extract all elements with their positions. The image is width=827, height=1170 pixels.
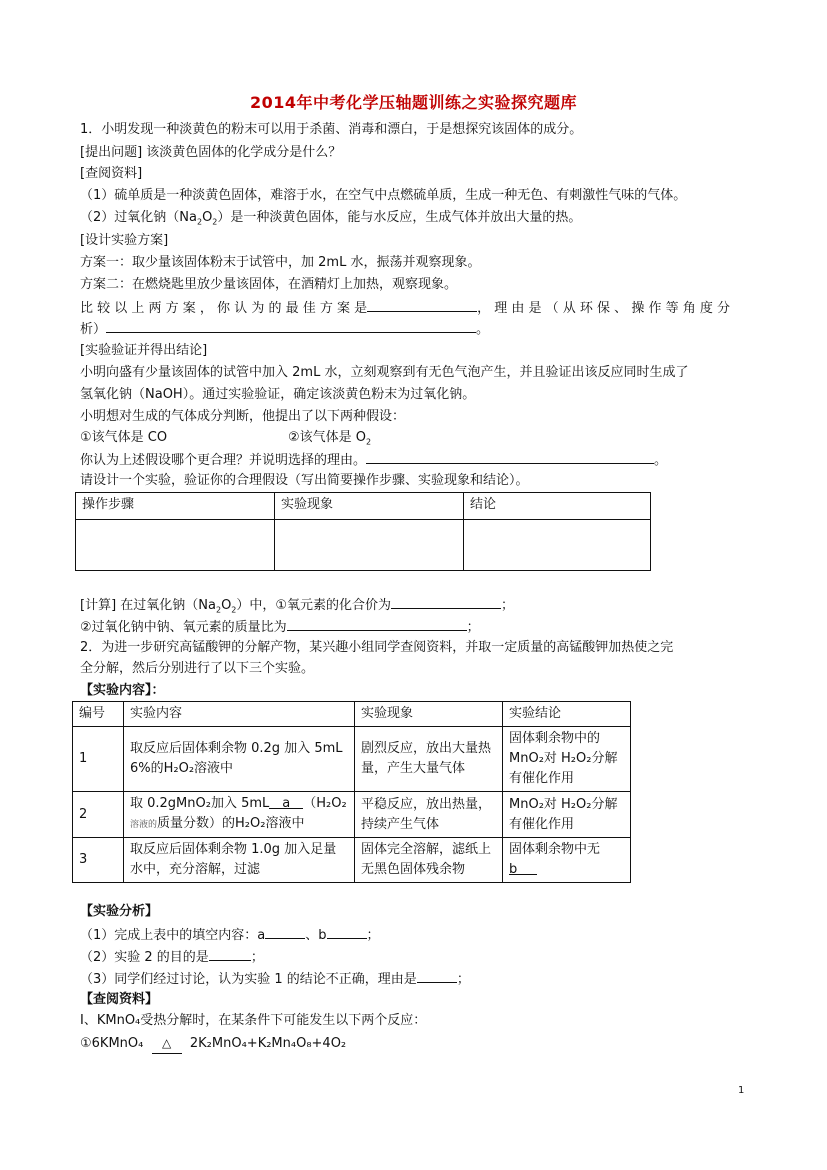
q1-ref2: （2）过氧化钠$(Na_2O_2)$是一种淡黄色固体，能与水反应，生成气体并放出大量的热。 [80, 210, 582, 227]
row-content: 取反应后固体剩余物 0.2g 加入 5mL 6%的H₂O₂溶液中 [124, 727, 355, 792]
q1-compare: 比 较 以 上 两 方 案 ， 你 认 为 的 最 佳 方 案 是 ， 理 由 是 （ 从 环 保 、 操 作 等 角 度 分 [80, 297, 730, 319]
table-header: 实验结论 [503, 702, 631, 727]
q2-intro2: 全分解，然后分别进行了以下三个实验。 [80, 661, 315, 676]
table-header: 实验现象 [355, 702, 503, 727]
q1-plan1: 方案一：取少量该固体粉末于试管中，加 2mL 水，振荡并观察现象。 [80, 255, 481, 270]
heat-triangle-icon: △ [152, 1033, 182, 1054]
answer-blank[interactable] [287, 616, 467, 631]
table-header: 实验内容 [124, 702, 355, 727]
q1-ref1: （1）硫单质是一种淡黄色固体，难溶于水，在空气中点燃硫单质，生成一种无色、有刺激性气味的气体。 [80, 188, 687, 203]
q1-calc1: [计算] 在过氧化钠$(Na_2O_2)$中，①氧元素的化合价为 ； [80, 594, 514, 621]
q1-verify2: 氢氧化钠（NaOH）。通过实验验证，确定该淡黄色粉末为过氧化钠。 [80, 387, 476, 402]
answer-blank-b[interactable]: b [509, 860, 537, 875]
row-content: 取 0.2gMnO₂加入 5mL a （H₂O₂ 溶液的质量分数）的H₂O₂溶液中 [124, 792, 355, 838]
answer-blank[interactable] [209, 946, 251, 961]
answer-blank[interactable] [106, 318, 476, 333]
q2-ref-head: 【查阅资料】 [80, 992, 159, 1007]
answer-blank[interactable] [265, 924, 305, 939]
row-number: 3 [73, 838, 124, 883]
q2-content-head: 【实验内容】： [80, 683, 165, 698]
q2-equation: ①6KMnO₄ △ 2K₂MnO₄+K₂Mn₄O₈+4O₂ [80, 1033, 346, 1054]
table-header: 编号 [73, 702, 124, 727]
answer-blank[interactable] [366, 449, 654, 464]
answer-cell[interactable] [76, 520, 275, 571]
answer-blank[interactable] [417, 968, 457, 983]
q2-analysis-head: 【实验分析】 [80, 904, 159, 919]
answer-blank[interactable] [327, 924, 367, 939]
q1-question: [提出问题] 该淡黄色固体的化学成分是什么？ [80, 145, 342, 160]
row-phenomenon: 平稳反应，放出热量，持续产生气体 [355, 792, 503, 838]
table-row [73, 727, 631, 792]
q1-design-q: 请设计一个实验，验证你的合理假设（写出简要操作步骤、实验现象和结论）。 [80, 473, 529, 488]
q1-calc2: ②过氧化钠中钠、氧元素的质量比为 ； [80, 616, 480, 638]
q1-ref-head: [查阅资料] [80, 166, 143, 181]
page-number: 1 [738, 1085, 745, 1096]
table-header: 结论 [464, 493, 651, 520]
table-header: 操作步骤 [76, 493, 275, 520]
q1-experiment-table [75, 492, 651, 571]
q2-a3: （3）同学们经过讨论，认为实验 1 的结论不正确，理由是 ； [80, 968, 470, 990]
q2-experiment-table [72, 701, 631, 883]
row-number: 1 [73, 727, 124, 792]
q1-hyp-intro: 小明想对生成的气体成分判断，他提出了以下两种假设： [80, 409, 406, 424]
q1-compare-cont: 析） 。 [80, 318, 489, 340]
q1-verify1: 小明向盛有少量该固体的试管中加入 2mL 水，立刻观察到有无色气泡产生，并且验证出该反应同时生成了 [80, 365, 689, 380]
q1-intro: 1．小明发现一种淡黄色的粉末可以用于杀菌、消毒和漂白，于是想探究该固体的成分。 [80, 122, 583, 137]
q2-a1: （1）完成上表中的填空内容：a 、b ； [80, 924, 380, 946]
q1-design-head: [设计实验方案] [80, 233, 169, 248]
answer-blank[interactable] [367, 297, 477, 312]
q2-ref1: Ⅰ、KMnO₄受热分解时，在某条件下可能发生以下两个反应： [80, 1013, 427, 1028]
row-phenomenon: 剧烈反应，放出大量热量，产生大量气体 [355, 727, 503, 792]
row-number: 2 [73, 792, 124, 838]
row-content: 取反应后固体剩余物 1.0g 加入足量水中，充分溶解，过滤 [124, 838, 355, 883]
row-conclusion: MnO₂对 H₂O₂分解有催化作用 [503, 792, 631, 838]
q1-hyp2: ②该气体是 $O_2$ [288, 430, 372, 447]
q2-a2: （2）实验 2 的目的是 ； [80, 946, 264, 968]
document-title: 2014年中考化学压轴题训练之实验探究题库 [249, 93, 578, 112]
q1-reason: 你认为上述假设哪个更合理？并说明选择的理由。 。 [80, 449, 667, 471]
row-conclusion: 固体剩余物中无 b [503, 838, 631, 883]
table-header: 实验现象 [275, 493, 464, 520]
answer-blank[interactable] [391, 594, 501, 609]
row-conclusion: 固体剩余物中的MnO₂对 H₂O₂分解有催化作用 [503, 727, 631, 792]
row-phenomenon: 固体完全溶解，滤纸上无黑色固体残余物 [355, 838, 503, 883]
table-row [73, 792, 631, 838]
q2-intro1: 2．为进一步研究高锰酸钾的分解产物，某兴趣小组同学查阅资料，并取一定质量的高锰酸钾加热使之完 [80, 640, 674, 655]
q1-hyp1: ①该气体是 CO [80, 430, 168, 445]
q1-plan2: 方案二：在燃烧匙里放少量该固体，在酒精灯上加热，观察现象。 [80, 277, 458, 292]
q1-verify-head: [实验验证并得出结论] [80, 343, 208, 358]
answer-cell[interactable] [464, 520, 651, 571]
answer-blank-a[interactable]: a [269, 794, 303, 809]
answer-cell[interactable] [275, 520, 464, 571]
table-row [73, 838, 631, 883]
